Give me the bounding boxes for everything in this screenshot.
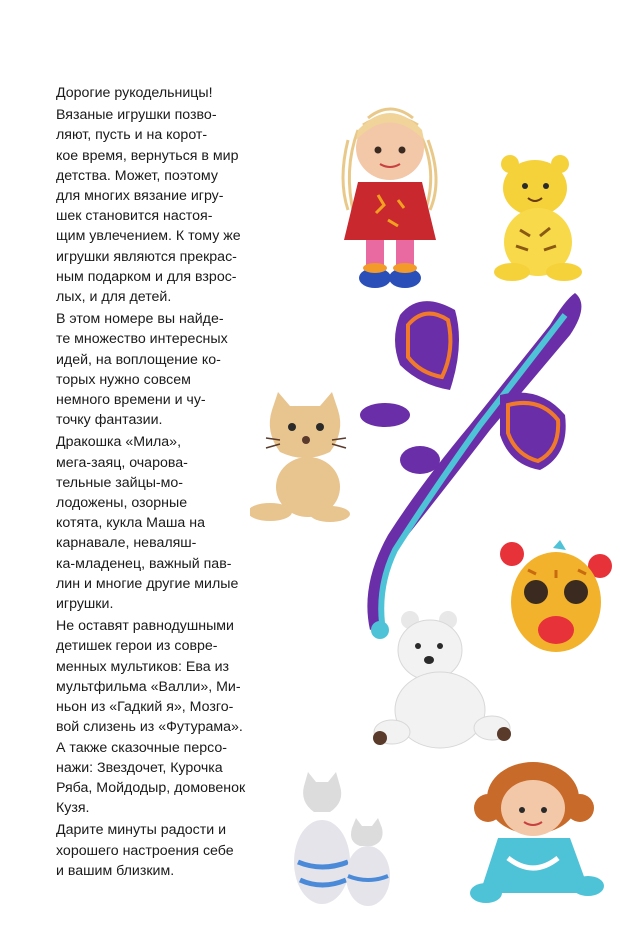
text-line: игрушки. — [56, 596, 114, 613]
crochet-kitten — [250, 392, 365, 527]
text-line: Дарите минуты радости и — [56, 822, 227, 839]
text-line: карнавале, неваляш- — [56, 535, 197, 552]
article-paragraph — [56, 105, 276, 307]
text-line: мультфильма «Валли», Ми- — [56, 678, 241, 695]
text-line: Вязаные игрушки позво- — [56, 107, 217, 124]
crochet-roly-poly-cats — [290, 772, 395, 907]
text-line: детства. Может, поэтому — [56, 167, 218, 184]
crochet-doll-blonde — [318, 100, 463, 295]
text-line: А также сказочные персо- — [56, 739, 228, 756]
text-line: щим увлечением. К тому же — [56, 228, 241, 245]
text-line: для многих вязание игру- — [56, 188, 224, 205]
text-line: кое время, вернуться в мир — [56, 147, 239, 164]
text-line: ным подарком и для взрос- — [56, 268, 237, 285]
crochet-giraffe-head — [498, 540, 618, 662]
article-paragraph — [56, 616, 276, 818]
text-line: шек становится настоя- — [56, 208, 213, 225]
text-line: Не оставят равнодушными — [56, 618, 234, 635]
text-line: лодожены, озорные — [56, 495, 188, 512]
text-line: торых нужно совсем — [56, 371, 191, 388]
text-line: ка-младенец, важный пав- — [56, 555, 232, 572]
crochet-tiger — [480, 150, 595, 285]
article-paragraph — [56, 432, 276, 614]
text-line: В этом номере вы найде- — [56, 311, 224, 328]
text-line: идей, на воплощение ко- — [56, 351, 221, 368]
text-line: немного времени и чу- — [56, 392, 206, 409]
article-paragraph — [56, 820, 276, 881]
text-line: игрушки являются прекрас- — [56, 248, 237, 265]
text-line: и вашим близким. — [56, 862, 175, 879]
text-line: хорошего настроения себе — [56, 842, 234, 859]
article-text — [56, 83, 276, 883]
crochet-doll-masha — [458, 758, 613, 908]
text-line: нажи: Звездочет, Курочка — [56, 759, 223, 776]
text-line: ньон из «Гадкий я», Мозго- — [56, 699, 234, 716]
text-line: вой слизень из «Футурама». — [56, 719, 243, 736]
text-line: Дорогие рукодельницы! — [56, 85, 213, 101]
text-line: детишек герои из совре- — [56, 638, 218, 655]
text-line: те множество интересных — [56, 331, 228, 348]
text-line: менных мультиков: Ева из — [56, 658, 230, 675]
article-paragraph — [56, 83, 276, 103]
text-line: точку фантазии. — [56, 412, 163, 429]
text-line: Ряба, Мойдодыр, домовенок — [56, 779, 246, 796]
text-line: Кузя. — [56, 800, 90, 817]
article-paragraph — [56, 309, 276, 430]
crochet-white-bear — [370, 610, 515, 760]
text-line: лых, и для детей. — [56, 289, 172, 306]
text-line: мега-заяц, очарова- — [56, 454, 188, 471]
text-line: ляют, пусть и на корот- — [56, 127, 208, 144]
text-line: тельные зайцы-мо- — [56, 474, 184, 491]
text-line: лин и многие другие милые — [56, 575, 239, 592]
text-line: котята, кукла Маша на — [56, 515, 205, 532]
text-line: Дракошка «Мила», — [56, 434, 182, 451]
